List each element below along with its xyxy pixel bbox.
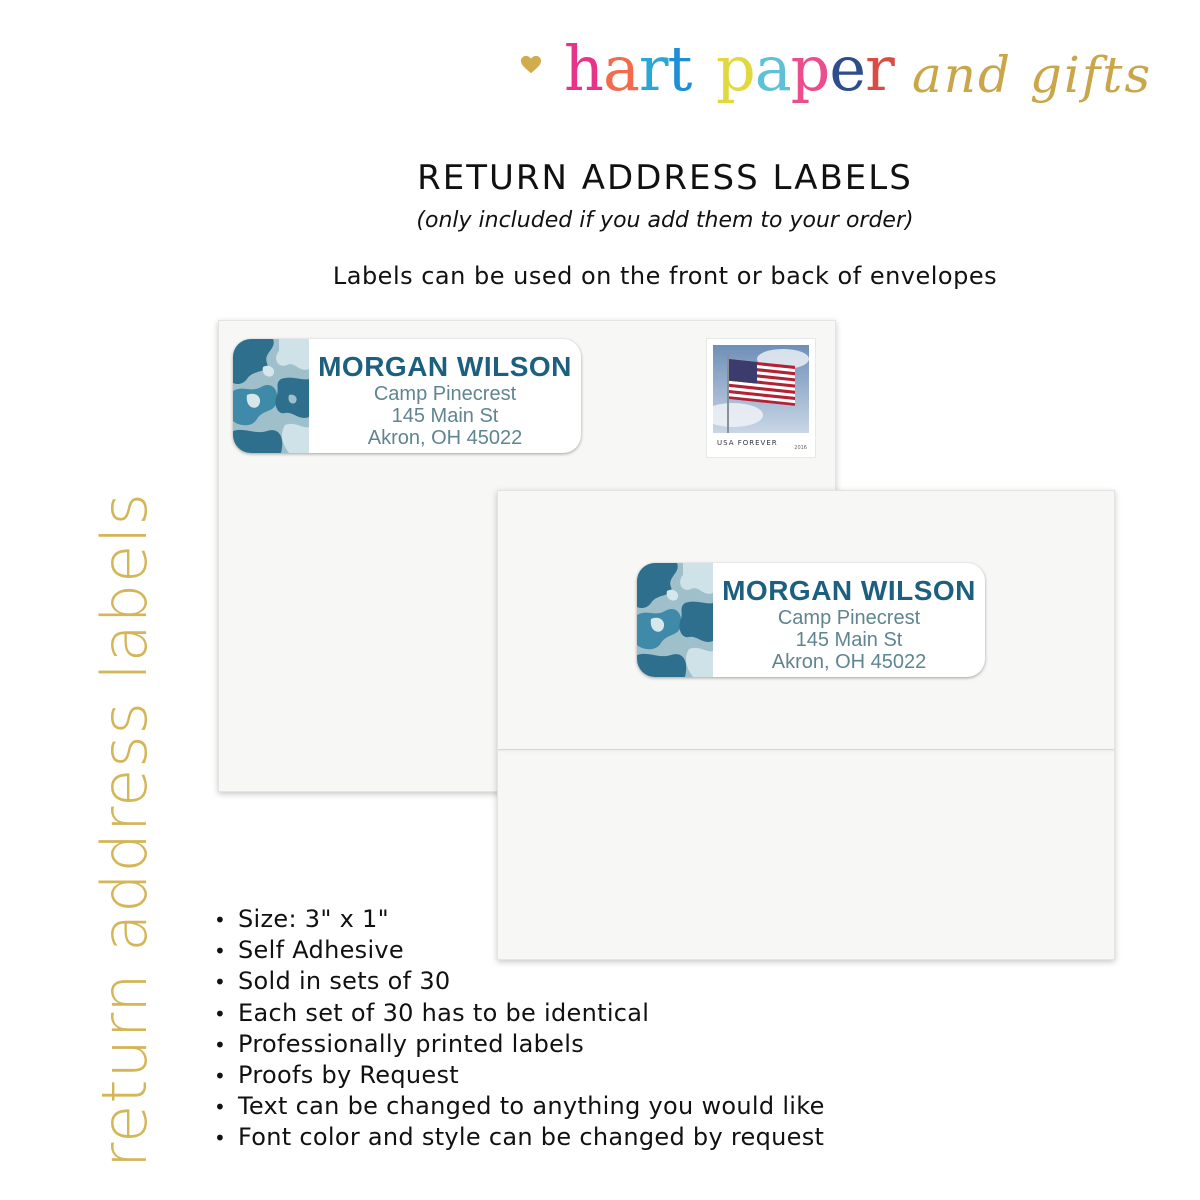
address-label (233, 339, 581, 453)
usage-note: Labels can be used on the front or back of envelopes (332, 262, 998, 290)
bullet: • (214, 1064, 227, 1089)
feature-list (214, 904, 825, 1154)
feature-text: Each set of 30 has to be identical (238, 998, 650, 1027)
feature-text: Text can be changed to anything you would like (238, 1092, 825, 1121)
feature-item (214, 935, 825, 966)
feature-text: Sold in sets of 30 (238, 967, 451, 996)
feature-item (214, 1122, 825, 1153)
label-line-1: Camp Pinecrest (373, 383, 517, 405)
postage-stamp (707, 339, 815, 457)
feature-item (214, 1091, 825, 1122)
camo-pattern-icon (233, 339, 309, 453)
brand-letter: t (667, 32, 692, 105)
label-line-1: Camp Pinecrest (777, 607, 921, 629)
feature-text: Self Adhesive (238, 936, 404, 965)
side-title: return address labels (88, 492, 161, 1168)
bullet: • (214, 939, 227, 964)
envelope-front (497, 490, 1115, 960)
stamp-text: USA FOREVER (717, 439, 778, 447)
brand-letter: p (790, 32, 830, 105)
bullet: • (214, 1095, 227, 1120)
label-line-2: 145 Main St (391, 405, 499, 427)
label-line-2: 145 Main St (795, 629, 903, 651)
label-name: MORGAN WILSON (722, 575, 976, 606)
brand-and-gifts: and gifts (912, 46, 1153, 104)
address-label (637, 563, 985, 677)
label-line-3: Akron, OH 45022 (771, 651, 927, 673)
bullet: • (214, 1032, 227, 1057)
bullet: • (214, 908, 227, 932)
flag-icon (713, 345, 809, 433)
brand-letter: r (638, 32, 668, 105)
feature-item (214, 1029, 825, 1060)
brand-letter: a (754, 32, 791, 105)
feature-item (214, 998, 825, 1029)
label-line-3: Akron, OH 45022 (367, 427, 523, 449)
heart-icon (520, 54, 542, 76)
brand-letter: e (829, 32, 866, 105)
label-name: MORGAN WILSON (318, 351, 572, 382)
brand-letter: h (564, 32, 603, 105)
feature-text: Font color and style can be changed by request (238, 1123, 825, 1152)
brand-word-paper (716, 32, 894, 105)
bullet: • (214, 970, 227, 995)
label-text (713, 563, 985, 677)
feature-item (214, 966, 825, 997)
stamp-year: 2016 (794, 445, 807, 451)
brand-letter: r (865, 32, 894, 105)
feature-item (214, 904, 825, 935)
page-subtitle: (only included if you add them to your order) (416, 208, 914, 233)
feature-text: Size: 3" x 1" (238, 905, 389, 933)
brand-word-hart (564, 32, 692, 105)
page-title: RETURN ADDRESS LABELS (417, 158, 913, 198)
brand-letter: a (602, 32, 639, 105)
label-text (309, 339, 581, 453)
brand-logo (520, 24, 1190, 114)
feature-item (214, 1060, 825, 1091)
feature-text: Proofs by Request (238, 1061, 459, 1090)
bullet: • (214, 1001, 227, 1026)
feature-text: Professionally printed labels (238, 1029, 585, 1058)
bullet: • (214, 1126, 227, 1151)
camo-pattern-icon (637, 563, 713, 677)
envelope-flap (498, 749, 1114, 750)
brand-letter: p (716, 32, 755, 105)
